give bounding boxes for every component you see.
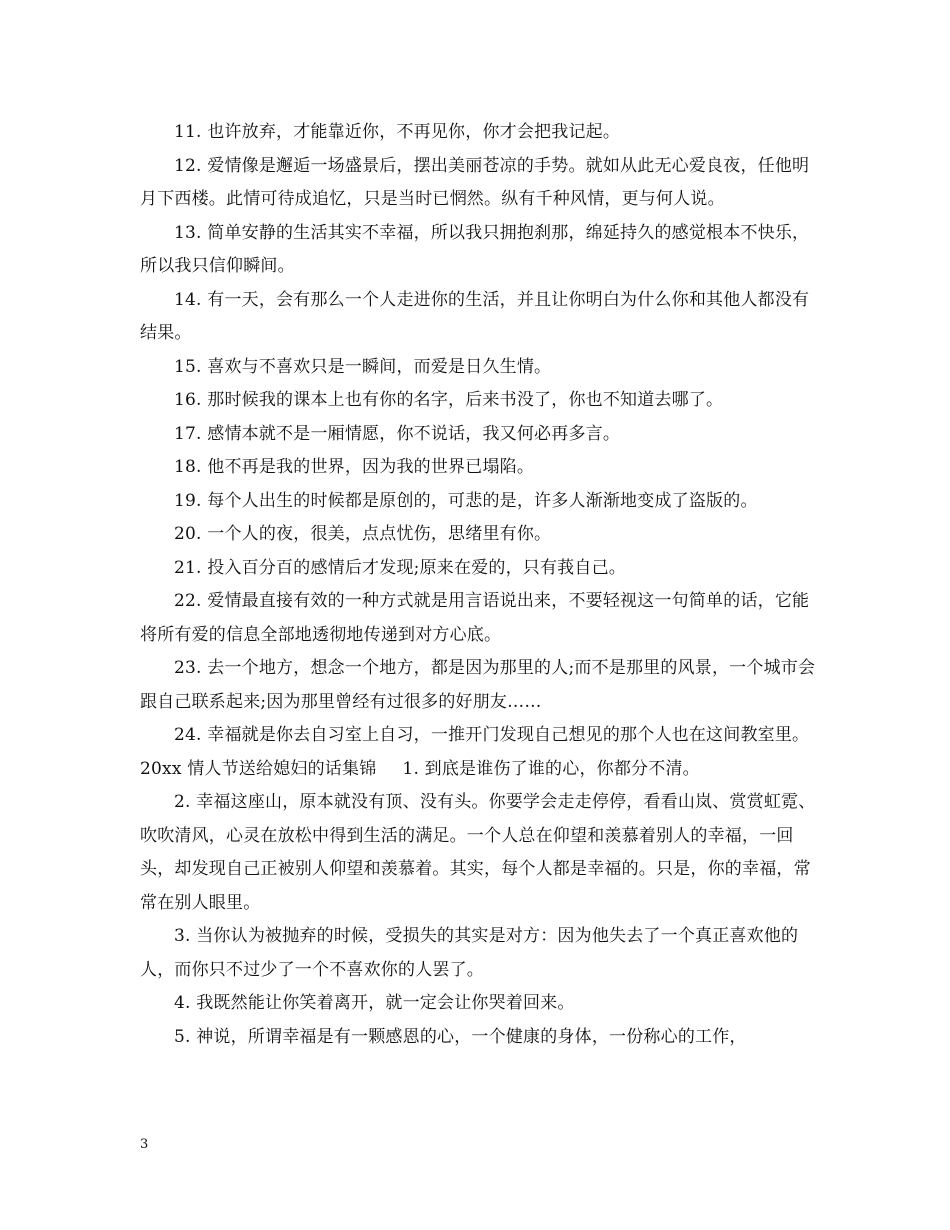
list-item: 18. 他不再是我的世界，因为我的世界已塌陷。: [174, 457, 535, 477]
document-body: [140, 116, 822, 1054]
list-item: 13. 简单安静的生活其实不幸福，所以我只拥抱刹那，绵延持久的感觉根本不快乐，所以我只信仰瞬间。: [140, 222, 810, 276]
list-item: 23. 去一个地方，想念一个地方，都是因为那里的人;而不是那里的风景，一个城市会跟自己联系起来;因为那里曾经有过很多的好朋友……: [140, 658, 816, 712]
list-item: 15. 喜欢与不喜欢只是一瞬间，而爱是日久生情。: [174, 356, 552, 377]
list-item: 19. 每个人出生的时候都是原创的，可悲的是，许多人渐渐地变成了盗版的。: [174, 490, 758, 511]
list-item: 16. 那时候我的课本上也有你的名字，后来书没了，你也不知道去哪了。: [174, 390, 724, 410]
list-item: 5. 神说，所谓幸福是有一颗感恩的心，一个健康的身体，一份称心的工作，: [174, 1026, 747, 1047]
list-item: 22. 爱情最直接有效的一种方式就是用言语说出来，不要轻视这一句简单的话，它能将所有爱的信息全部地透彻地传递到对方心底。: [140, 591, 810, 645]
page-number: 3: [140, 1137, 149, 1152]
list-item: 4. 我既然能让你笑着离开，就一定会让你哭着回来。: [174, 993, 575, 1013]
list-item: 1. 到底是谁伤了谁的心，你都分不清。: [402, 758, 700, 779]
list-item: 17. 感情本就不是一厢情愿，你不说话，我又何必再多言。: [174, 423, 621, 444]
list-item: 21. 投入百分百的感情后才发现;原来在爱的，只有莪自己。: [174, 557, 626, 578]
list-item: 3. 当你认为被抛弃的时候，受损失的其实是对方：因为他失去了一个真正喜欢他的人，而你只不过少了一个不喜欢你的人罢了。: [140, 926, 799, 980]
list-item: 14. 有一天，会有那么一个人走进你的生活，并且让你明白为什么你和其他人都没有结果。: [140, 289, 810, 343]
list-item: 24. 幸福就是你去自习室上自习，一推开门发现自己想见的那个人也在这间教室里。: [174, 725, 810, 745]
list-item: 20. 一个人的夜，很美，点点忧伤，思绪里有你。: [174, 524, 552, 544]
list-item: 12. 爱情像是邂逅一场盛景后，摆出美丽苍凉的手势。就如从此无心爱良夜，任他明月下西楼。此情可待成追忆，只是当时已惘然。纵有千种风情，更与何人说。: [140, 155, 810, 209]
list-item: 11. 也许放弃，才能靠近你，不再见你，你才会把我记起。: [174, 122, 621, 142]
section-title: 20xx 情人节送给媳妇的话集锦: [140, 758, 377, 779]
section-heading-line: [140, 753, 822, 787]
list-item: 2. 幸福这座山，原本就没有顶、没有头。你要学会走走停停，看看山岚、赏赏虹霓、吹吹清风，心灵在放松中得到生活的满足。一个人总在仰望和羡慕着别人的幸福，一回头，却发现自己正被别人仰望和羡慕着。其实，每个人都是幸福的。只是，你的幸福，常常在别人眼里。: [140, 792, 816, 913]
